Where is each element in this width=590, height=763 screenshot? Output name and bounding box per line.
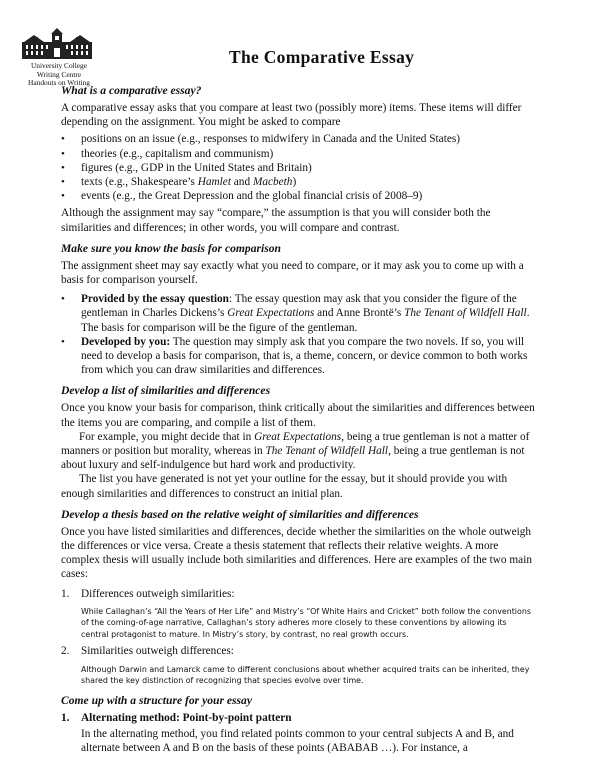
text-run: : The essay question may ask that you consider the figure of the gentleman in Charles Dickens’s xyxy=(81,293,517,320)
work-title: Great Expectations xyxy=(254,430,342,443)
list-item xyxy=(61,644,535,686)
text-run: The question may simply ask that you compare the two novels. If so, you will need to develop a basis for comparison, that is, a theme, concern, or device common to both works from which you can draw similarities and differences. xyxy=(81,335,528,377)
paragraph: In the alternating method, you find related points common to your central subjects A and B, and alternate between A and B on the basis of these points (ABABAB …). For instance, a xyxy=(81,727,514,754)
paragraph xyxy=(61,430,535,473)
section-heading: Develop a thesis based on the relative weight of similarities and differences xyxy=(61,507,419,521)
subheading: Alternating method: Point-by-point pattern xyxy=(81,711,292,724)
text-run: ) xyxy=(292,176,297,189)
work-title: Hamlet xyxy=(197,176,231,189)
document-body xyxy=(61,80,535,759)
list-number: 1. xyxy=(61,587,70,600)
list-item xyxy=(61,335,535,378)
numbered-list xyxy=(61,587,535,687)
text-run: and Anne Brontë’s xyxy=(314,307,405,320)
list-item xyxy=(61,711,535,756)
section-heading: Come up with a structure for your essay xyxy=(61,693,252,707)
work-title: Great Expectations xyxy=(227,307,315,320)
list-item xyxy=(61,175,535,189)
section-heading: Develop a list of similarities and differences xyxy=(61,384,271,398)
case-label: Differences outweigh similarities: xyxy=(81,587,235,600)
list-item: • events (e.g., the Great Depression and the global financial crisis of 2008–9) xyxy=(61,189,535,203)
section-heading: Make sure you know the basis for comparison xyxy=(61,241,281,255)
example-text: While Callaghan’s “All the Years of Her Life” and Mistry’s “Of White Hairs and Cricket” both follow the conventions of the coming-of-age narrative, Callaghan’s story adheres more closely to these conventions by allowing its central protagonist to mature. In Mistry’s story, by contrast, no real growth occurs. xyxy=(81,606,531,639)
list-item: • positions on an issue (e.g., responses to midwifery in Canada and the United States) xyxy=(61,132,535,146)
paragraph: Once you have listed similarities and differences, decide whether the similarities on the whole outweigh the differences or vice versa. Create a thesis statement that reflects their relative weights. A more complex thesis will usually include both similarities and differences. Here are examples of the two main cases: xyxy=(61,525,532,581)
list-number: 1. xyxy=(61,711,70,724)
text-run: , being a true gentleman is not a matter of manners or position but morality, whereas in xyxy=(61,430,530,458)
paragraph: The list you have generated is not yet your outline for the essay, but it should provide you with enough similarities and differences to construct an initial plan. xyxy=(61,473,508,500)
paragraph: Once you know your basis for comparison, think critically about the similarities and differences between the items you are comparing, and compile a list of them. xyxy=(61,402,535,429)
work-title: The Tenant of Wildfell Hall xyxy=(265,445,389,458)
case-label: Similarities outweigh differences: xyxy=(81,645,234,658)
list-item: • figures (e.g., GDP in the United States and Britain) xyxy=(61,161,535,175)
org-line: University College xyxy=(30,61,88,70)
text-run: , being a true gentleman is not about luxury and self-indulgence but hard work and productivity. xyxy=(61,445,525,472)
list-item xyxy=(61,587,535,641)
text-run: texts (e.g., Shakespeare’s xyxy=(81,176,198,189)
bullet-list xyxy=(61,132,535,203)
section-heading: What is a comparative essay? xyxy=(61,84,202,97)
paragraph: Although the assignment may say “compare,” the assumption is that you will consider both the similarities and differences; in other words, you will compare and contrast. xyxy=(61,207,491,234)
text-run: . The basis for comparison will be the figure of the gentleman. xyxy=(81,307,530,334)
paragraph: The assignment sheet may say exactly what you need to compare, or it may ask you to come up with a basis for comparison yourself. xyxy=(61,259,524,287)
org-line: Handouts on Writing xyxy=(28,78,90,88)
list-number: 2. xyxy=(61,645,70,658)
work-title: Macbeth xyxy=(252,176,293,189)
text-run: For example, you might decide that in xyxy=(79,430,255,443)
item-lead: Developed by you: xyxy=(81,335,171,348)
paragraph: A comparative essay asks that you compare at least two (possibly more) items. These items will differ depending on the assignment. You might be asked to compare xyxy=(61,102,522,129)
work-title: The Tenant of Wildfell Hall xyxy=(404,307,527,320)
document-title: The Comparative Essay xyxy=(229,47,415,67)
list-item: • theories (e.g., capitalism and communism) xyxy=(61,147,535,161)
example-text: Although Darwin and Lamarck came to different conclusions about whether acquired traits can be inherited, they shared the key distinction of recognizing that species evolve over time. xyxy=(81,664,530,686)
text-run: and xyxy=(230,176,253,189)
university-college-building-logo xyxy=(22,28,92,60)
list-item xyxy=(61,292,535,335)
numbered-list xyxy=(61,711,535,756)
item-lead: Provided by the essay question xyxy=(81,293,229,306)
bullet-list xyxy=(61,292,535,377)
org-line: Writing Centre xyxy=(36,69,82,79)
